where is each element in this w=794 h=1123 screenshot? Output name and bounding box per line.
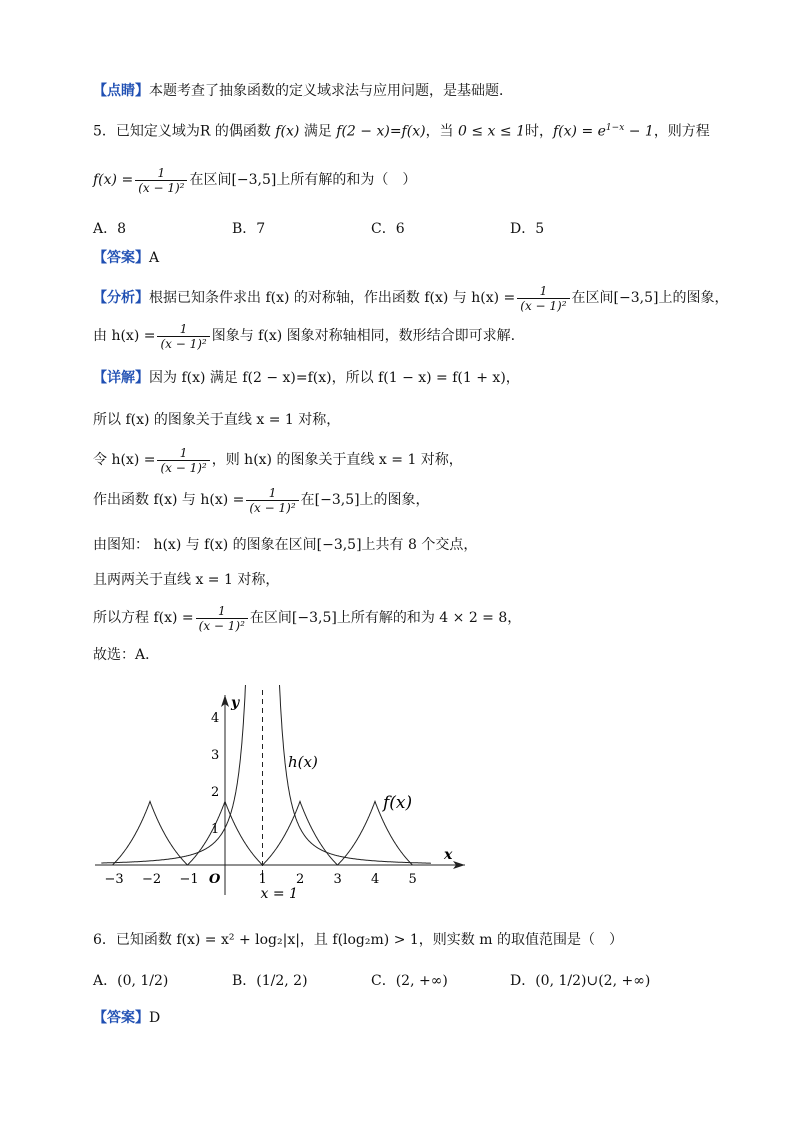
l3-a: 作出函数 f(x) 与 h(x) = <box>93 492 245 508</box>
function-graph <box>90 685 480 900</box>
q6-option-a: A．(0, 1/2) <box>93 973 169 989</box>
q5-range: 0 ≤ x ≤ 1 <box>458 123 525 140</box>
answer6-text: D <box>149 1010 161 1026</box>
detail-line-4: 由图知： h(x) 与 f(x) 的图象在区间[−3,5]上共有 8 个交点， <box>93 537 478 553</box>
l3-b: 在[−3,5]上的图象， <box>300 492 430 508</box>
f-series-label: f(x) <box>383 793 413 813</box>
x-tick-label: −1 <box>179 872 199 887</box>
q5-cond2: ，当 <box>425 123 459 140</box>
answer-tag: 【答案】 <box>93 250 149 266</box>
h-curve-right <box>279 685 431 863</box>
fenxi-b: 在区间[−3,5]上的图象， <box>571 290 729 306</box>
xiangjie-tag: 【详解】 <box>93 370 149 386</box>
dianjing-text: 本题考查了抽象函数的定义域求法与应用问题，是基础题． <box>149 83 513 99</box>
x-tick-label: 2 <box>296 872 305 887</box>
fraction <box>157 322 209 351</box>
x-tick-label: 5 <box>408 872 417 887</box>
answer6-tag: 【答案】 <box>93 1010 149 1026</box>
frac-num: 1 <box>179 445 188 460</box>
y-tick-label: 2 <box>211 785 220 800</box>
frac-num: 1 <box>179 321 188 336</box>
x-axis-label: x <box>444 847 453 863</box>
y-tick-label: 4 <box>211 711 220 726</box>
fraction <box>196 604 248 633</box>
q5-cond1: 满足 <box>299 123 337 140</box>
frac-den: (x − 1)² <box>517 298 569 313</box>
detail-line-2 <box>93 442 463 478</box>
symmetry-annotation: x = 1 <box>260 886 298 900</box>
fenxi-tag: 【分析】 <box>93 290 149 306</box>
detail-line-5: 且两两关于直线 x = 1 对称， <box>93 572 280 588</box>
frac-den: (x − 1)² <box>157 460 209 475</box>
detail-line-1: 所以 f(x) 的图象关于直线 x = 1 对称， <box>93 412 341 428</box>
frac-den: (x − 1)² <box>196 618 248 633</box>
frac-num: 1 <box>268 485 277 500</box>
detail-line-7: 故选：A． <box>93 647 160 663</box>
frac-den: (x − 1)² <box>157 336 209 351</box>
xiangjie-line <box>93 368 520 388</box>
q5-line2-pre: f(x) = <box>93 172 134 188</box>
fraction <box>517 284 569 313</box>
x-tick-label: −3 <box>104 872 124 887</box>
dianjing-tag: 【点睛】 <box>93 83 149 99</box>
fraction <box>246 486 298 515</box>
frac-num: 1 <box>217 603 226 618</box>
frac-den: (x − 1)² <box>135 180 187 195</box>
l2-b: ，则 h(x) 的图象关于直线 x = 1 对称， <box>211 452 463 468</box>
l2-a: 令 h(x) = <box>93 452 156 468</box>
q5-fdef2: − 1 <box>624 123 654 140</box>
q5-exp: 1−x <box>605 123 625 133</box>
answer-text: A <box>149 250 160 266</box>
l6-b: 在区间[−3,5]上所有解的和为 4 × 2 = 8， <box>249 610 522 626</box>
q5-line2 <box>93 162 416 198</box>
y-tick-label: 1 <box>211 822 220 837</box>
q6-option-d: D．(0, 1/2)∪(2, +∞) <box>510 973 651 989</box>
q5-option-a: A．8 <box>93 221 127 237</box>
q5-f2: f(2 − x)=f(x) <box>336 123 426 140</box>
detail-line-3 <box>93 482 430 518</box>
x-tick-label: 1 <box>258 872 267 887</box>
q5-option-c: C．6 <box>371 221 405 237</box>
xiangjie-text: 因为 f(x) 满足 f(2 − x)=f(x)，所以 f(1 − x) = f(1 + x)， <box>149 370 520 386</box>
y-axis-label: y <box>231 695 240 711</box>
q5-option-d: D．5 <box>510 221 545 237</box>
q5-stem-a: 5．已知定义域为R 的偶函数 <box>93 123 276 140</box>
y-tick-label: 3 <box>211 748 220 763</box>
fraction <box>157 446 209 475</box>
frac-num: 1 <box>157 165 166 180</box>
fenxi-line <box>93 280 728 316</box>
q5-cond4: ，则方程 <box>653 123 710 140</box>
x-tick-label: 4 <box>371 872 380 887</box>
detail-line-6 <box>93 600 521 636</box>
answer-line <box>93 248 159 268</box>
q5-fdef: f(x) = e <box>553 123 606 140</box>
frac-num: 1 <box>539 283 548 298</box>
answer6-line <box>93 1008 160 1028</box>
q6-option-c: C．(2, +∞) <box>371 973 448 989</box>
fenxi2-line <box>93 318 515 354</box>
h-series-label: h(x) <box>288 753 318 771</box>
q6-stem: 6．已知函数 f(x) = x² + log₂|x|，且 f(log₂m) > 1，则实数 m 的取值范围是（ ） <box>93 932 623 948</box>
x-tick-label: O <box>209 872 221 887</box>
dianjing-line <box>93 81 513 101</box>
fenxi2-b: 图象与 f(x) 图象对称轴相同，数形结合即可求解. <box>211 328 516 344</box>
q5-cond3: 时， <box>525 123 553 140</box>
fenxi2-a: 由 h(x) = <box>93 328 156 344</box>
x-tick-label: 3 <box>333 872 342 887</box>
q5-stem <box>93 118 710 142</box>
x-ticks <box>105 872 417 887</box>
q5-line2-post: 在区间[−3,5]上所有解的和为（ ） <box>189 172 417 188</box>
l6-a: 所以方程 f(x) = <box>93 610 194 626</box>
q5-option-b: B．7 <box>232 221 266 237</box>
fraction <box>135 166 187 195</box>
x-tick-label: −2 <box>142 872 162 887</box>
q6-option-b: B．(1/2, 2) <box>232 973 308 989</box>
q5-f: f(x) <box>275 123 300 140</box>
fenxi-a: 根据已知条件求出 f(x) 的对称轴，作出函数 f(x) 与 h(x) = <box>149 290 516 306</box>
frac-den: (x − 1)² <box>246 500 298 515</box>
